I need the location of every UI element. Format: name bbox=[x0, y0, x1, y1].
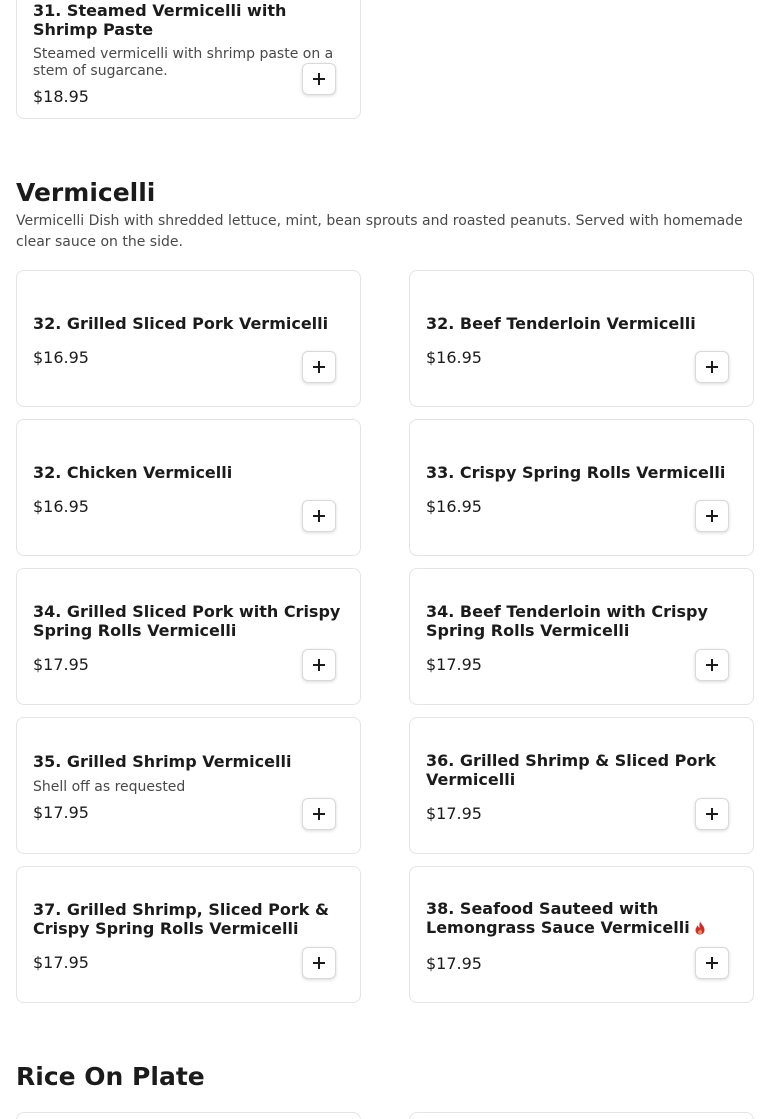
menu-item-price: $16.95 bbox=[426, 348, 482, 367]
add-item-button[interactable] bbox=[302, 649, 336, 681]
menu-item-card[interactable] bbox=[16, 717, 361, 854]
plus-icon bbox=[706, 510, 718, 522]
menu-item-card[interactable] bbox=[409, 717, 754, 854]
add-item-button[interactable] bbox=[695, 351, 729, 383]
add-item-button[interactable] bbox=[695, 500, 729, 532]
menu-item-card[interactable] bbox=[409, 866, 754, 1003]
menu-item-card[interactable] bbox=[16, 270, 361, 407]
menu-item-price: $17.95 bbox=[33, 953, 89, 972]
menu-item-title: 36. Grilled Shrimp & Sliced Pork Vermicelli bbox=[426, 751, 716, 789]
menu-item-price: $17.95 bbox=[426, 655, 482, 674]
menu-item-title bbox=[426, 899, 739, 937]
plus-icon bbox=[313, 659, 325, 671]
menu-item-title: 32. Chicken Vermicelli bbox=[33, 463, 233, 482]
menu-item-card[interactable] bbox=[16, 0, 361, 119]
menu-item-card[interactable] bbox=[409, 270, 754, 407]
menu-item-title: 37. Grilled Shrimp, Sliced Pork & Crispy Spring Rolls Vermicelli bbox=[33, 900, 329, 938]
menu-item-title: 34. Beef Tenderloin with Crispy Spring Rolls Vermicelli bbox=[426, 602, 708, 640]
menu-item-title: 32. Beef Tenderloin Vermicelli bbox=[426, 314, 696, 333]
section-title: Vermicelli bbox=[16, 178, 156, 207]
menu-item-price: $17.95 bbox=[426, 954, 482, 973]
menu-item-price: $16.95 bbox=[33, 497, 89, 516]
menu-item-card[interactable] bbox=[16, 568, 361, 705]
menu-item-title: 35. Grilled Shrimp Vermicelli bbox=[33, 752, 292, 771]
menu-item-price: $18.95 bbox=[33, 87, 89, 106]
add-item-button[interactable] bbox=[302, 947, 336, 979]
menu-item-description: Steamed vermicelli with shrimp paste on a stem of sugarcane. bbox=[33, 46, 334, 79]
section-description: Vermicelli Dish with shredded lettuce, mint, bean sprouts and roasted peanuts. Served with homemade clear sauce on the side. bbox=[16, 213, 743, 250]
add-item-button[interactable] bbox=[695, 947, 729, 979]
menu-item-card[interactable] bbox=[409, 568, 754, 705]
plus-icon bbox=[313, 808, 325, 820]
menu-item-title: 31. Steamed Vermicelli with Shrimp Paste bbox=[33, 1, 287, 39]
plus-icon bbox=[313, 510, 325, 522]
add-item-button[interactable] bbox=[695, 798, 729, 830]
add-item-button[interactable] bbox=[302, 63, 336, 95]
menu-item-description: Shell off as requested bbox=[33, 779, 186, 795]
menu-item-card[interactable] bbox=[16, 1112, 361, 1119]
menu-item-card[interactable] bbox=[409, 419, 754, 556]
menu-item-price: $17.95 bbox=[33, 655, 89, 674]
plus-icon bbox=[706, 659, 718, 671]
spicy-flame-icon bbox=[694, 921, 706, 935]
add-item-button[interactable] bbox=[695, 649, 729, 681]
plus-icon bbox=[313, 73, 325, 85]
menu-item-title: 34. Grilled Sliced Pork with Crispy Spring Rolls Vermicelli bbox=[33, 602, 341, 640]
menu-item-price: $16.95 bbox=[33, 348, 89, 367]
menu-item-title: 32. Grilled Sliced Pork Vermicelli bbox=[33, 314, 329, 333]
plus-icon bbox=[706, 808, 718, 820]
plus-icon bbox=[313, 361, 325, 373]
section-title: Rice On Plate bbox=[16, 1062, 205, 1091]
menu-item-card[interactable] bbox=[16, 866, 361, 1003]
plus-icon bbox=[706, 957, 718, 969]
menu-item-card[interactable] bbox=[409, 1112, 754, 1119]
menu-item-price: $17.95 bbox=[33, 803, 89, 822]
add-item-button[interactable] bbox=[302, 351, 336, 383]
add-item-button[interactable] bbox=[302, 500, 336, 532]
add-item-button[interactable] bbox=[302, 798, 336, 830]
menu-item-price: $16.95 bbox=[426, 497, 482, 516]
menu-item-title: 33. Crispy Spring Rolls Vermicelli bbox=[426, 463, 726, 482]
menu-item-card[interactable] bbox=[16, 419, 361, 556]
plus-icon bbox=[706, 361, 718, 373]
menu-item-title-text: 38. Seafood Sauteed with Lemongrass Sauce Vermicelli bbox=[426, 899, 690, 937]
plus-icon bbox=[313, 957, 325, 969]
menu-item-price: $17.95 bbox=[426, 804, 482, 823]
